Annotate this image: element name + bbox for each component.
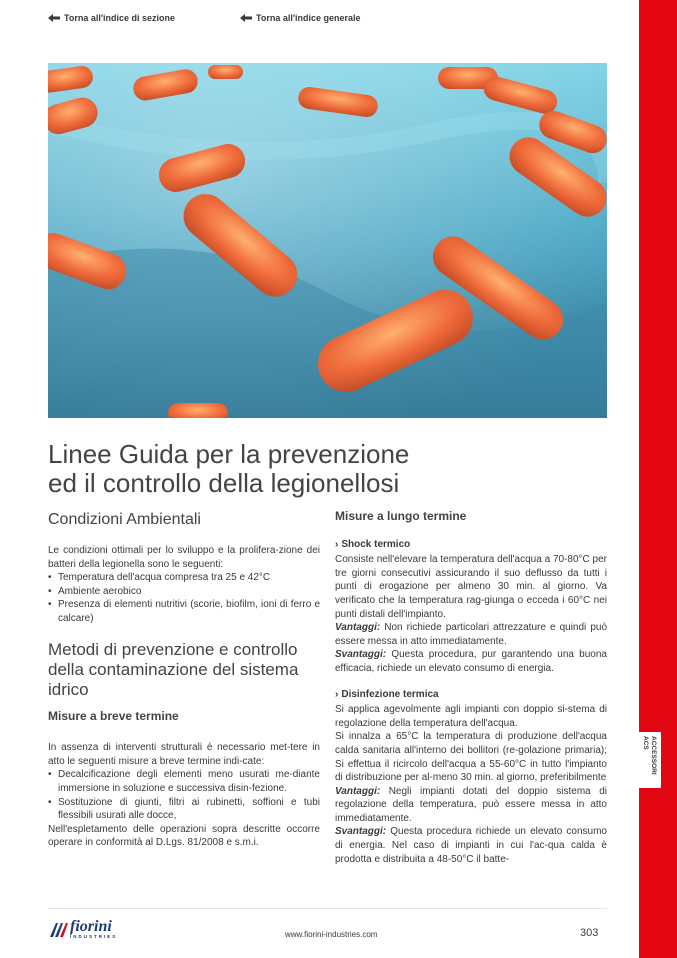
advantages-label: Vantaggi: [335, 622, 381, 634]
general-index-label: Torna all'indice generale [256, 13, 361, 23]
section-color-bar [639, 0, 677, 958]
section-index-label: Torna all'indice di sezione [64, 13, 175, 23]
footer-divider [48, 908, 607, 909]
disadvantages-label: Svantaggi: [335, 649, 387, 661]
section-side-tab[interactable] [639, 732, 661, 788]
heading-short-term: Misure a breve termine [48, 708, 179, 723]
heading-conditions: Condizioni Ambientali [48, 511, 201, 528]
shock-text: Consiste nell'elevare la temperatura dell'acqua a 70-80°C per tre giorni consecutivi assicurando il suo deflusso da tutti i punti di erogazione per almeno 30 min. al giorno. Va verificato che la temperatura rag-giunga o ecceda i 60°C nei punti distali dell'impianto. [335, 554, 607, 620]
back-to-general-index-link[interactable] [240, 13, 361, 23]
short-term-outro: Nell'espletamento delle operazioni sopra descritte occorre operare in conformità al D.Lgs. 81/2008 e s.m.i. [48, 823, 320, 849]
disinfection-text-1: Si applica agevolmente agli impianti con doppio si-stema di regolazione della temperatura dell'acqua. [335, 704, 607, 729]
heading-methods: Metodi di prevenzione e controllo della contaminazione del sistema idrico [48, 639, 299, 699]
right-column [335, 510, 607, 866]
website-link[interactable]: www.fiorini-industries.com [285, 930, 378, 939]
shock-heading [335, 538, 607, 552]
shock-disadvantages [335, 648, 607, 675]
disinfection-disadvantages [335, 825, 607, 866]
list-item: • Temperatura dell'acqua compresa tra 25 e 42°C [48, 571, 320, 585]
fiorini-logo[interactable] [48, 920, 117, 939]
advantages-text: Negli impianti dotati del doppio sistema di regolazione della temperatura, può essere messa in atto immediatamente. [335, 785, 607, 824]
list-item: • Decalcificazione degli elementi meno usurati me-diante immersione in soluzione e successiva disin-fezione. [48, 768, 320, 795]
advantages-text: Non richiede particolari attrezzature e quindi può essere messa in atto immediatamente. [335, 622, 608, 647]
disinfection-heading [335, 688, 607, 702]
title-line-2: ed il controllo della legionellosi [48, 468, 400, 498]
left-column [48, 510, 320, 850]
chevron-right-icon: › [335, 538, 339, 550]
logo-mark-icon [48, 921, 68, 939]
conditions-intro: Le condizioni ottimali per lo sviluppo e la prolifera-zione dei batteri della legionella sono le seguenti: [48, 545, 320, 570]
conditions-list [48, 571, 320, 625]
shock-advantages [335, 621, 607, 648]
list-item: • Ambiente aerobico [48, 585, 320, 599]
logo-wordmark: fiorini [70, 918, 112, 935]
disinfection-advantages [335, 785, 607, 826]
disadvantages-text: Questa procedura richiede un elevato consumo di energia. Nel caso di impianti in cui l'ac-qua calda è prodotta e distribuita a 48-50°C il batte- [335, 826, 607, 865]
list-item: • Sostituzione di giunti, filtri ai rubinetti, soffioni e tubi flessibili usurati alle docce, [48, 796, 320, 823]
logo-subtitle: INDUSTRIES [70, 934, 118, 939]
disadvantages-text: Questa procedura, pur garantendo una buona efficacia, richiede un elevato consumo di energia. [335, 649, 607, 674]
short-term-intro: In assenza di interventi strutturali è necessario met-tere in atto le seguenti misure a breve termine indi-cate: [48, 742, 320, 767]
page-number: 303 [580, 927, 599, 939]
back-arrow-icon [48, 14, 60, 22]
shock-title: Shock termico [341, 538, 411, 550]
advantages-label: Vantaggi: [335, 785, 381, 797]
list-item: • Presenza di elementi nutritivi (scorie, biofilm, ioni di ferro e calcare) [48, 598, 320, 625]
heading-long-term: Misure a lungo termine [335, 509, 467, 523]
hero-image-legionella [48, 63, 607, 418]
chevron-right-icon: › [335, 688, 339, 700]
back-to-section-index-link[interactable] [48, 13, 175, 23]
title-line-1: Linee Guida per la prevenzione [48, 439, 410, 469]
side-tab-label: ACCESSORI ACS [642, 736, 657, 775]
page-title [48, 440, 468, 498]
disadvantages-label: Svantaggi: [335, 826, 387, 838]
short-term-list [48, 768, 320, 822]
disinfection-title: Disinfezione termica [341, 688, 439, 700]
back-arrow-icon [240, 14, 252, 22]
top-navigation [48, 13, 361, 24]
disinfection-text-2: Si innalza a 65°C la temperatura di produzione dell'acqua calda sanitaria all'interno dei bollitori (re-golazione primaria); Si effettua il ricircolo dell'acqua a 55-60°C in tutto l'impianto di distribuzione per al-meno 30 min. al giorno, preferibilmente [335, 731, 607, 784]
